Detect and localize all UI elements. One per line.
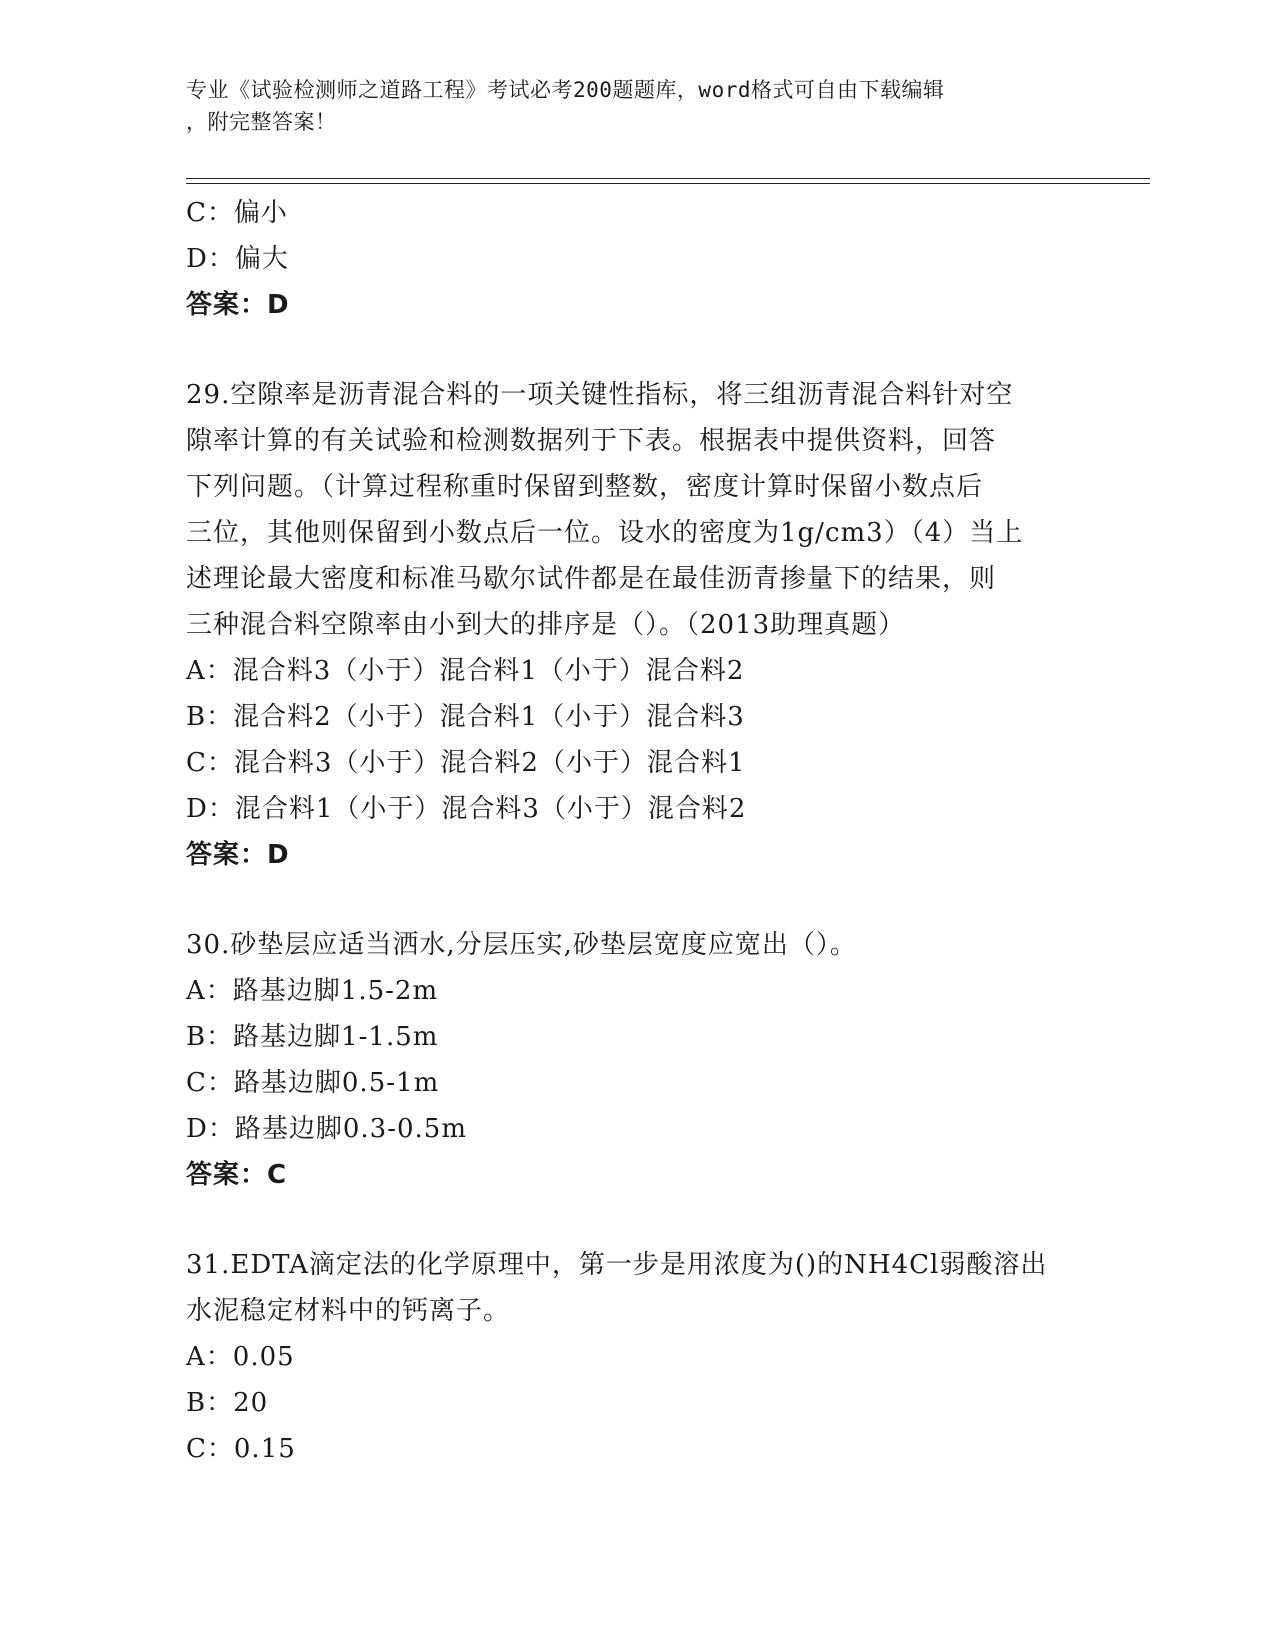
question-29 [186,372,1116,878]
header-title-line: 专业《试验检测师之道路工程》考试必考200题题库，word格式可自由下载编辑 [186,78,945,102]
header-divider-bottom [186,183,1150,184]
question-stem-line: 30.砂垫层应适当洒水,分层压实,砂垫层宽度应宽出（）。 [186,930,857,960]
option-c: C：0.15 [186,1434,296,1464]
question-stem-line: 水泥稳定材料中的钙离子。 [186,1296,511,1326]
question-stem-line: 隙率计算的有关试验和检测数据列于下表。根据表中提供资料，回答 [186,426,997,456]
option-c: C：路基边脚0.5-1m [186,1068,440,1098]
option-a: A：路基边脚1.5-2m [186,976,439,1006]
document-body [186,190,1116,1472]
option-a: A：0.05 [186,1342,295,1372]
question-spacer [186,878,1116,922]
question-stem-line: 三位，其他则保留到小数点后一位。设水的密度为1g/cm3）（4）当上 [186,518,1024,548]
question-stem-line: 三种混合料空隙率由小到大的排序是（）。（2013助理真题） [186,610,906,640]
option-b: B：混合料2（小于）混合料1（小于）混合料3 [186,702,745,732]
previous-question-tail [186,190,1116,328]
question-spacer [186,1198,1116,1242]
document-header [186,74,1066,138]
answer-line: 答案：C [186,1160,288,1190]
question-30 [186,922,1116,1198]
answer-line: 答案：D [186,840,290,870]
option-b: B：路基边脚1-1.5m [186,1022,439,1052]
question-stem-line: 述理论最大密度和标准马歇尔试件都是在最佳沥青掺量下的结果，则 [186,564,997,594]
question-stem-line: 29.空隙率是沥青混合料的一项关键性指标，将三组沥青混合料针对空 [186,380,1014,410]
answer-line: 答案：D [186,290,290,320]
question-stem-line: 下列问题。（计算过程称重时保留到整数，密度计算时保留小数点后 [186,472,984,502]
header-title-continuation: ，附完整答案！ [186,110,337,134]
question-spacer [186,328,1116,372]
option-d: D：偏大 [186,244,289,274]
option-d: D：混合料1（小于）混合料3（小于）混合料2 [186,794,747,824]
question-stem-line: 31.EDTA滴定法的化学原理中，第一步是用浓度为()的NH4Cl弱酸溶出 [186,1250,1048,1280]
option-b: B：20 [186,1388,269,1418]
option-c: C：混合料3（小于）混合料2（小于）混合料1 [186,748,746,778]
option-d: D：路基边脚0.3-0.5m [186,1114,467,1144]
option-c: C：偏小 [186,198,288,228]
option-a: A：混合料3（小于）混合料1（小于）混合料2 [186,656,745,686]
question-31 [186,1242,1116,1472]
header-divider-top [186,178,1150,179]
